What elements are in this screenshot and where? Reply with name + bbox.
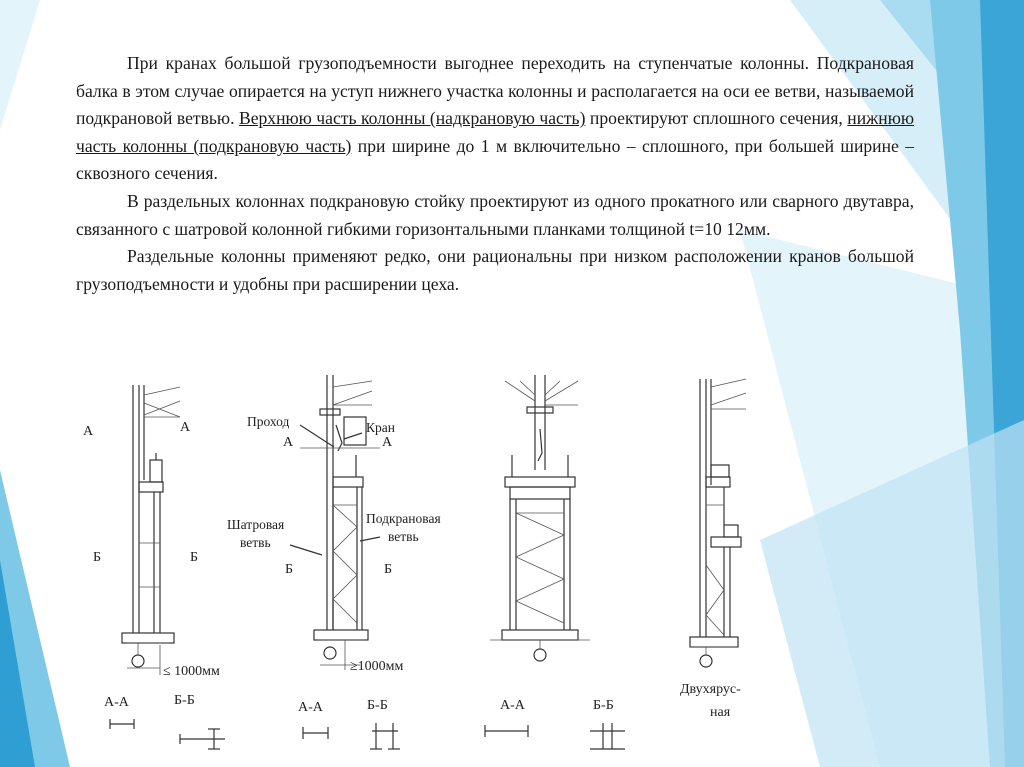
col2-b-right: Б [384,562,393,577]
upper-part-term: Верхнюю часть колонны (надкрановую часть) [238,108,586,129]
column-diagram-2 [227,375,441,749]
column-diagram-1 [83,385,225,749]
col1-dimension: ≤ 1000мм [163,664,220,679]
col1-b-left: Б [93,550,102,565]
col2-section-bb-label: Б-Б [367,698,388,713]
col1-a-left: А [83,424,94,439]
col1-a-right: А [180,420,191,435]
column-diagrams [0,365,1024,767]
paragraph-2: В раздельных колоннах подкрановую стойку проектируют из одного прокатного или сварного двутавра, связанного с шатровой колонной гибкими горизонтальными планками толщиной t=10 12мм. [76,190,914,239]
col1-section-bb-label: Б-Б [174,693,195,708]
paragraph-1 [76,50,914,188]
col2-tent-branch-line1: Шатровая [227,517,285,532]
col2-crane-branch-line1: Подкрановая [366,511,441,526]
col4-two-tier-line2: ная [710,705,731,720]
col2-passage-label: Проход [247,414,290,429]
col2-dimension: ≥1000мм [350,659,404,674]
col2-a-right: А [382,435,393,450]
paragraph-1-text-c: при ширине до 1 м включительно – сплошного, при большей ширине – сквозного сечения. [76,135,914,184]
col2-crane-label: Кран [366,420,395,435]
body-text [76,50,914,298]
col1-b-right: Б [190,550,199,565]
column-diagram-3 [485,375,625,749]
col4-two-tier-line1: Двухярус- [680,682,741,697]
paragraph-3: Раздельные колонны применяют редко, они рациональны при низком расположении кранов большой грузоподъемности и удобны при расширении цеха. [76,246,914,294]
col2-crane-branch-line2: ветвь [388,529,419,544]
col3-section-bb-label: Б-Б [593,698,614,713]
paragraph-1-text-b: проектируют сплошного сечения, [585,108,848,129]
paragraph-1-text-a: При кранах большой грузоподъемности выгоднее переходить на ступенчатые колонны. Подкрановая балка в этом случае опирается на уступ нижнего участка колонны и располагается на оси ее ветви, называемой подкрановой ветвью. [76,53,914,129]
col3-section-aa-label: А-А [500,698,525,713]
col2-tent-branch-line2: ветвь [240,535,271,550]
col1-section-aa-label: А-А [104,695,129,710]
col2-b-left: Б [285,562,294,577]
col2-section-aa-label: А-А [298,700,323,715]
lower-part-term: нижнюю часть колонны (подкрановую часть) [76,108,914,156]
column-diagram-4 [680,379,746,720]
col2-a-left: А [283,435,294,450]
